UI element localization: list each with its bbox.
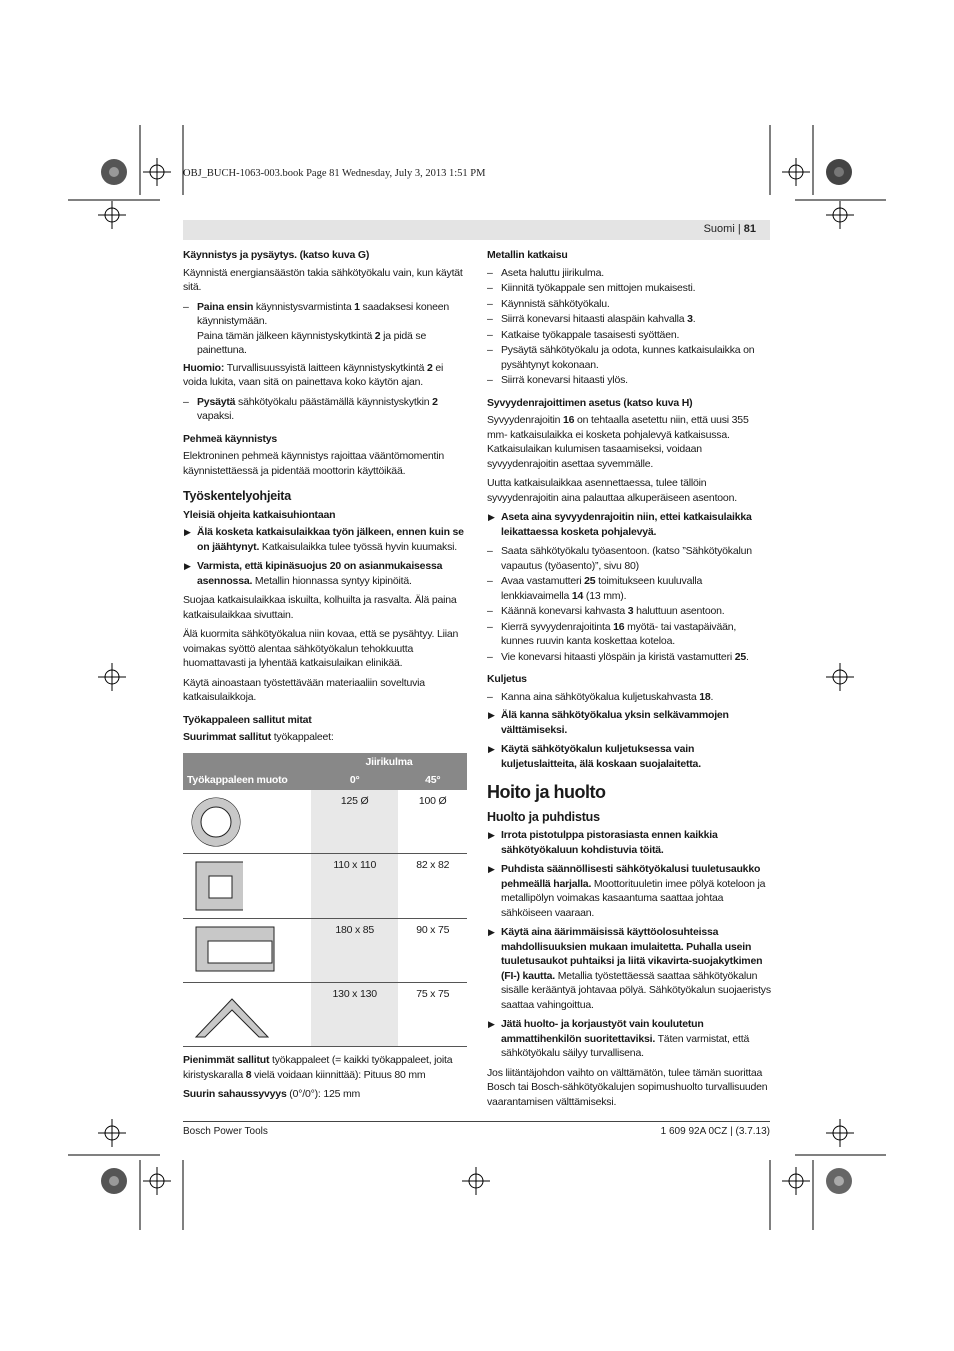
note-paragraph: Huomio: Turvallisuussyistä laitteen käynnistyskytkintä 2 ei voida lukita, vaan sitä on painettava koko käytön ajan. xyxy=(183,361,444,388)
header-separator: | xyxy=(734,223,744,235)
list-item: – Saata sähkötyökalu työasentoon. (katso ”Sähkötyökalun vapautus (työasento)”, sivu 80) xyxy=(487,545,752,572)
heading-soft-start: Pehmeä käynnistys xyxy=(183,432,278,445)
heading-work-instructions: Työskentelyohjeita xyxy=(183,489,292,503)
section-title-care: Hoito ja huolto xyxy=(487,782,606,802)
triangle-right-icon: ▶ xyxy=(488,512,495,522)
heading-dimensions: Työkappaleen sallitut mitat xyxy=(183,713,312,726)
col-header-0: 0° xyxy=(311,771,398,790)
list-item: – Avaa vastamutteri 25 toimitukseen kuuluvalla lenkkiavaimella 14 (13 mm). xyxy=(487,575,703,602)
list-item: – Siirrä konevarsi hitaasti ylös. xyxy=(487,374,628,386)
heading-general: Yleisiä ohjeita katkaisuhiontaan xyxy=(183,508,336,521)
table-row: 125 Ø 100 Ø xyxy=(183,790,467,854)
list-item: – Paina ensin käynnistysvarmistinta 1 saadaksesi koneen käynnistymään. Paina tämän jälkeen käynnistyskytkintä 2 ja pidä se painettuna. xyxy=(183,300,450,356)
triangle-right-icon: ▶ xyxy=(488,927,495,937)
list-item: – Käynnistä sähkötyökalu. xyxy=(487,297,610,310)
list-item: – Katkaise työkappale tasaisesti syöttäen. xyxy=(487,328,680,341)
list-item: – Kiinnitä työkappale sen mittojen mukaisesti. xyxy=(487,282,696,294)
left-column xyxy=(183,248,467,1107)
paragraph: Suurin sahaussyvyys (0°/0°): 125 mm xyxy=(183,1088,361,1100)
heading-transport: Kuljetus xyxy=(487,673,527,685)
col-header-shape: Työkappaleen muoto xyxy=(183,771,311,790)
paragraph: Uutta katkaisulaikkaa asennettaessa, tulee tällöin syvyydenrajoitin aina palauttaa alkuperäiseen asentoon. xyxy=(487,477,737,504)
warning-item: ▶ Älä kanna sähkötyökalua yksin selkävammojen välttämiseksi. xyxy=(488,709,729,736)
paragraph: Syvyydenrajoitin 16 on tehtaalla asetettu niin, että uusi 355 mm- katkaisulaikka ei kosketa pohjalevyä katkaisussa. Katkaisulaikan kulumisen tasaamiseksi, voidaan syvyydenrajoitin asettaa syvemmälle. xyxy=(487,414,749,470)
warning-item: ▶ Varmista, että kipinäsuojus 20 on asianmukaisessa asennossa. Metallin hionnassa syntyy kipinöitä. xyxy=(184,560,443,587)
paragraph: Suojaa katkaisulaikkaa iskuilta, kolhuilta ja rasvalta. Älä paina katkaisulaikkaa sivuttain. xyxy=(183,594,457,621)
list-item: – Pysäytä sähkötyökalu ja odota, kunnes katkaisulaikka on pysähtynyt kokonaan. xyxy=(487,344,755,371)
metal-list xyxy=(487,266,771,388)
footer-brand: Bosch Power Tools xyxy=(183,1126,268,1137)
warning-item: ▶ Aseta aina syvyydenrajoitin niin, ettei katkaisulaikka leikattaessa kosketa pohjalevyä. xyxy=(488,511,752,538)
paragraph: Elektroninen pehmeä käynnistys rajoittaa vääntömomentin käynnistettäessä ja pidentää moottorin käyttöikää. xyxy=(183,450,444,477)
paragraph: Käynnistä energiansäästön takia sähkötyökalu vain, kun käytät sitä. xyxy=(183,266,463,293)
triangle-right-icon: ▶ xyxy=(184,527,191,537)
paragraph: Pienimmät sallitut työkappaleet (= kaikki työkappaleet, joita kiristyskaralla 8 vielä voidaan kiinnittää): Pituus 80 mm xyxy=(183,1054,453,1081)
page-number: 81 xyxy=(743,223,756,235)
list-item: – Pysäytä sähkötyökalu päästämällä käynnistyskytkin 2 vapaksi. xyxy=(183,395,438,422)
paragraph: Jos liitäntäjohdon vaihto on välttämätön, tulee tämän suorittaa Bosch tai Bosch-sähkötyökalujen sopimushuolto turvallisuuden vaarantamisen välttämiseksi. xyxy=(487,1066,768,1108)
warning-item: ▶ Irrota pistotulppa pistorasiasta ennen kaikkia sähkötyökaluun kohdistuvia töitä. xyxy=(488,829,718,856)
list-item: – Kanna aina sähkötyökalua kuljetuskahvasta 18. xyxy=(487,690,714,703)
list-item: – Siirrä konevarsi hitaasti alaspäin kahvalla 3. xyxy=(487,313,696,325)
heading-start-stop: Käynnistys ja pysäytys. (katso kuva G) xyxy=(183,249,370,261)
triangle-right-icon: ▶ xyxy=(488,830,495,840)
list-item: – Aseta haluttu jiirikulma. xyxy=(487,266,604,279)
triangle-right-icon: ▶ xyxy=(184,561,191,571)
rectangle-profile-icon xyxy=(183,919,311,983)
table-row: 180 x 85 90 x 75 xyxy=(183,919,467,983)
triangle-right-icon: ▶ xyxy=(488,1019,495,1029)
heading-depth-stop: Syvyydenrajoittimen asetus (katso kuva H) xyxy=(487,396,693,409)
page-header xyxy=(183,220,770,240)
triangle-right-icon: ▶ xyxy=(488,744,495,754)
dimensions-table xyxy=(183,753,467,1048)
right-column xyxy=(487,248,771,1114)
warning-item: ▶ Käytä aina äärimmäisissä käyttöolosuhteissa mahdollisuuksien mukaan imulaitetta. Puhalla usein tuuletusaukot puhtaiksi ja liitä vikavirta-suojakytkimen (FI-) kautta. Metallia työstettäessä saattaa sähkötyökalun sisälle kerääntyä johtavaa pölyä. Sähkötyökalun suojaeristys saattaa vahingoittua. xyxy=(488,926,771,1011)
list-item: – Kierrä syvyydenrajoitinta 16 myötä- tai vastapäivään, kunnes ruuvin kanta koskettaa koteloa. xyxy=(487,620,737,647)
col-header-45: 45° xyxy=(398,771,467,790)
paragraph: Käytä ainoastaan työstettävään materiaaliin soveltuvia katkaisulaikkoja. xyxy=(183,676,425,703)
header-language: Suomi xyxy=(703,223,735,235)
list-item: – Käännä konevarsi kahvasta 3 haluttuun asentoon. xyxy=(487,605,725,617)
table-row: 130 x 130 75 x 75 xyxy=(183,983,467,1047)
print-slug: OBJ_BUCH-1063-003.book Page 81 Wednesday, July 3, 2013 1:51 PM xyxy=(183,168,486,179)
warning-item: ▶ Puhdista säännöllisesti sähkötyökalusi tuuletusaukko pehmeällä harjalla. Moottorituuletin imee pölyä koteloon ja metallipölyn voimakas kasaantuma saattaa johtaa sähköiseen vaaraan. xyxy=(488,863,766,919)
col-header-angle: Jiirikulma xyxy=(311,753,467,772)
warning-item: ▶ Älä kosketa katkaisulaikkaa työn jälkeen, ennen kuin se on jäähtynyt. Katkaisulaikka tulee työssä hyvin kuumaksi. xyxy=(184,526,464,553)
round-profile-icon xyxy=(183,790,311,854)
footer-doc-number: 1 609 92A 0CZ | (3.7.13) xyxy=(660,1126,770,1137)
square-profile-icon xyxy=(183,853,311,919)
paragraph: Suurimmat sallitut työkappaleet: xyxy=(183,731,334,743)
warning-item: ▶ Jätä huolto- ja korjaustyöt vain koulutetun ammattihenkilön suoritettaviksi. Täten varmistat, että sähkötyökalu säilyy turvallisena. xyxy=(488,1018,750,1059)
angle-profile-icon xyxy=(183,983,311,1047)
triangle-right-icon: ▶ xyxy=(488,710,495,720)
footer-divider xyxy=(183,1121,770,1122)
triangle-right-icon: ▶ xyxy=(488,864,495,874)
paragraph: Älä kuormita sähkötyökalua niin kovaa, että se pysähtyy. Liian voimakas syöttö alentaa sähkötyökalun tehokkuutta huomattavasti ja lyhentää katkaisulaikan elinikää. xyxy=(183,628,459,669)
heading-cleaning: Huolto ja puhdistus xyxy=(487,809,600,824)
heading-metal-cutting: Metallin katkaisu xyxy=(487,249,568,261)
warning-item: ▶ Käytä sähkötyökalun kuljetuksessa vain kuljetuslaitteita, älä koskaan suojalaitetta. xyxy=(488,743,701,770)
list-item: – Vie konevarsi hitaasti ylöspäin ja kiristä vastamutteri 25. xyxy=(487,650,749,663)
table-row: 110 x 110 82 x 82 xyxy=(183,853,467,919)
